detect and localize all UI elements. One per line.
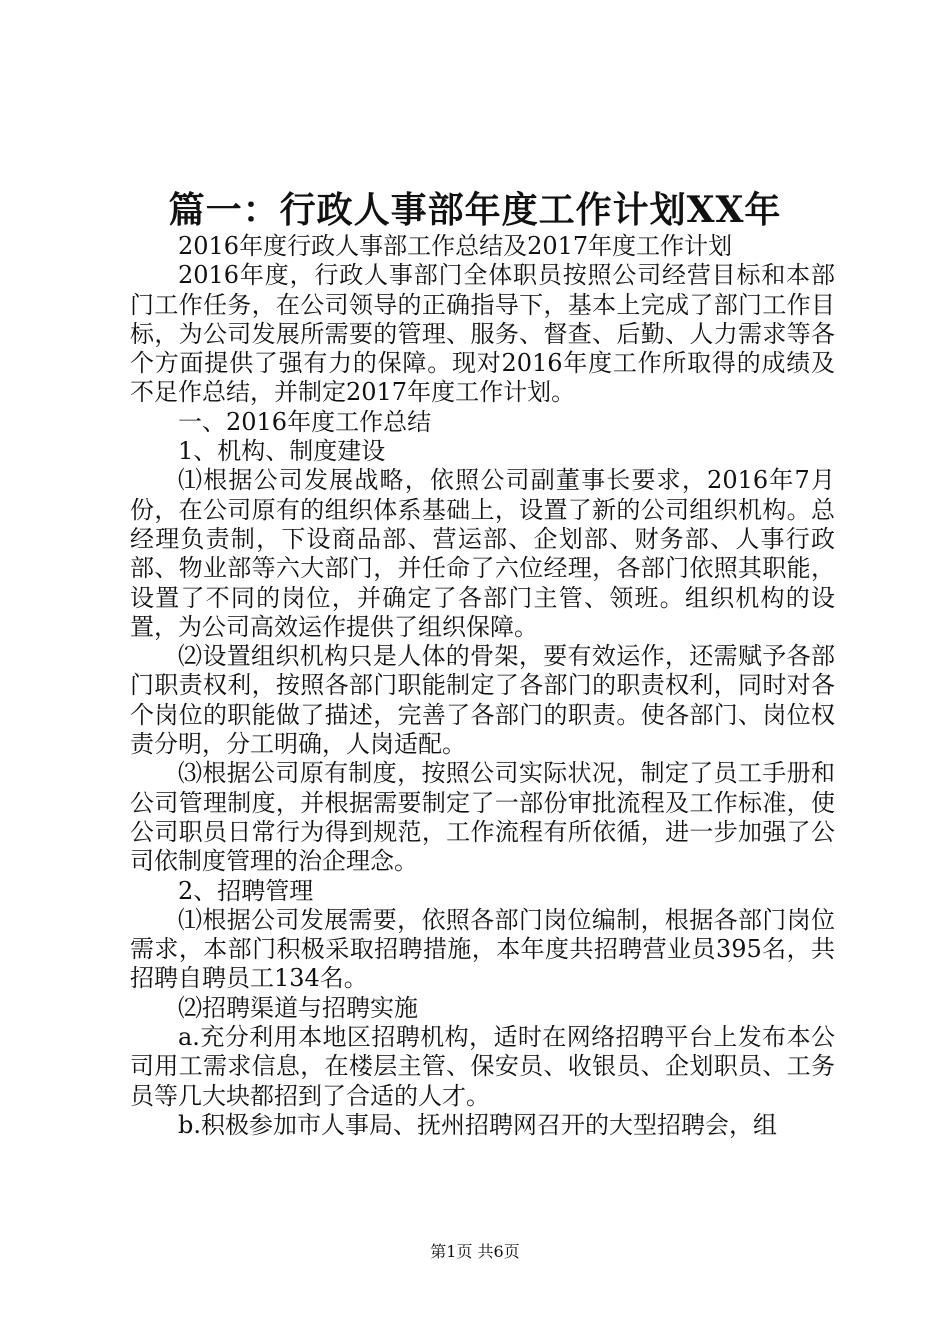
paragraph-recruit-1: ⑴根据公司发展需要，依照各部门岗位编制，根据各部门岗位需求，本部门积极采取招聘措施，本年度共招聘营业员395名，共招聘自聘员工134名。 [130,905,835,993]
paragraph-subtitle: 2016年度行政人事部工作总结及2017年度工作计划 [178,232,733,260]
paragraph-recruit-b: b.积极参加市人事局、抚州招聘网召开的大型招聘会，组 [178,1110,777,1139]
page-footer: 第1页 共6页 [430,1242,520,1261]
heading-section-1: 一、2016年度工作总结 [178,407,432,436]
paragraph-org-3: ⑶根据公司原有制度，按照公司实际状况，制定了员工手册和公司管理制度，并根据需要制定了一部份审批流程及工作标准，使公司职员日常行为得到规范，工作流程有所依循，进一步加强了公司依制度管理的治企理念。 [130,759,835,876]
heading-subsection-2: 2、招聘管理 [178,876,314,905]
paragraph-org-2: ⑵设置组织机构只是人体的骨架，要有效运作，还需赋予各部门职责权利，按照各部门职能制定了各部门的职责权利，同时对各个岗位的职能做了描述，完善了各部门的职责。使各部门、岗位权责分明，分工明确，人岗适配。 [130,642,835,759]
paragraph-intro: 2016年度，行政人事部门全体职员按照公司经营目标和本部门工作任务，在公司领导的正确指导下，基本上完成了部门工作目标，为公司发展所需要的管理、服务、督查、后勤、人力需求等各个方面提供了强有力的保障。现对2016年度工作所取得的成绩及不足作总结，并制定2017年度工作计划。 [130,261,835,407]
heading-subsection-1: 1、机构、制度建设 [178,437,386,466]
document-title: 篇一：行政人事部年度工作计划XX年 [168,189,782,231]
paragraph-recruit-a: a.充分利用本地区招聘机构，适时在网络招聘平台上发布本公司用工需求信息，在楼层主管、保安员、收银员、企划职员、工务员等几大块都招到了合适的人才。 [130,1023,835,1110]
paragraph-org-1: ⑴根据公司发展战略，依照公司副董事长要求，2016年7月份，在公司原有的组织体系基础上，设置了新的公司组织机构。总经理负责制，下设商品部、营运部、企划部、财务部、人事行政部、物业部等六大部门，并任命了六位经理，各部门依照其职能，设置了不同的岗位，并确定了各部门主管、领班。组织机构的设置，为公司高效运作提供了组织保障。 [130,466,835,641]
document-body [130,232,835,1140]
paragraph-recruit-2: ⑵招聘渠道与招聘实施 [178,993,418,1022]
